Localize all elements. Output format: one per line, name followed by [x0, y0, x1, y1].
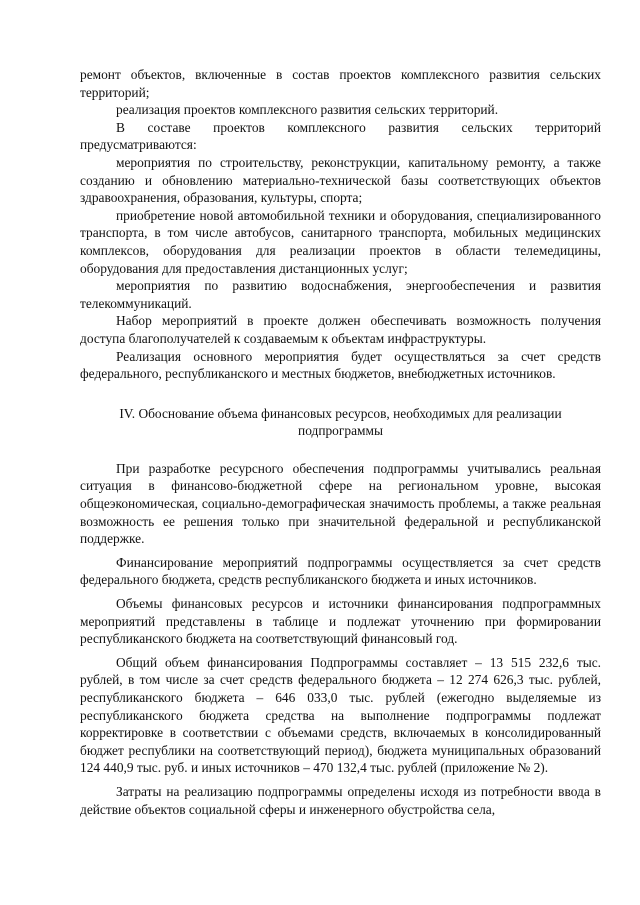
section-heading-line-2: подпрограммы [298, 423, 383, 439]
document-body [80, 66, 601, 818]
paragraph-funding-sources: Реализация основного мероприятия будет осуществляться за счет средств федерального, республиканского и местных бюджетов, внебюджетных источников. [80, 348, 601, 382]
list-item-construction: мероприятия по строительству, реконструкции, капитальному ремонту, а также созданию и обновлению материально-технической базы соответствующих объектов здравоохранения, образования, культуры, спорта; [80, 154, 601, 206]
paragraph-volumes: Объемы финансовых ресурсов и источники финансирования подпрограммных мероприятий представлены в таблице и подлежат уточнению при формировании республиканского бюджета на соответствующий финансовый год. [80, 596, 601, 647]
list-item-water-energy: мероприятия по развитию водоснабжения, энергообеспечения и развития телекоммуникаций. [80, 278, 601, 311]
paragraph-costs: Затраты на реализацию подпрограммы определены исходя из потребности ввода в действие объектов социальной сферы и инженерного обустройства села, [80, 783, 601, 817]
paragraph-total-funding: Общий объем финансирования Подпрограммы составляет – 13 515 232,6 тыс. рублей, в том числе за счет средств федерального бюджета – 12 274 626,3 тыс. рублей, республиканского бюджета – 646 033,0 тыс. рублей (ежегодно выделяемые из республиканского бюджета средства на выполнение подпрограммы подлежат корректировке в соответствии с объемами средств, включаемых в консолидированный бюджет республики на соответствующий период), бюджета муниципальных образований 124 440,9 тыс. руб. и иных источников – 470 132,4 тыс. рублей (приложение № 2). [80, 654, 601, 776]
paragraph-continuation: ремонт объектов, включенные в состав проектов комплексного развития сельских территорий; [80, 67, 601, 100]
paragraph-resource-planning: При разработке ресурсного обеспечения подпрограммы учитывались реальная ситуация в финансово-бюджетной сфере на региональном уровне, высокая общеэкономическая, социально-демографическая значимость проблемы, а также реальная возможность ее решения только при значительной федеральной и республиканской поддержке. [80, 460, 601, 547]
paragraph-financing: Финансирование мероприятий подпрограммы осуществляется за счет средств федерального бюджета, средств республиканского бюджета и иных источников. [80, 554, 601, 588]
section-heading [80, 405, 601, 440]
section-heading-line-1: IV. Обоснование объема финансовых ресурсов, необходимых для реализации [119, 405, 562, 421]
paragraph-projects-intro: В составе проектов комплексного развития сельских территорий предусматриваются: [80, 119, 601, 153]
list-item-equipment: приобретение новой автомобильной техники и оборудования, специализированного транспорта, в том числе автобусов, санитарного транспорта, мобильных медицинских комплексов, оборудования для реализации проектов в области телемедицины, оборудования для предоставления дистанционных услуг; [80, 207, 601, 276]
paragraph-access: Набор мероприятий в проекте должен обеспечивать возможность получения доступа благополучателей к создаваемым к объектам инфраструктуры. [80, 313, 601, 346]
list-item-project-implementation: реализация проектов комплексного развития сельских территорий. [116, 102, 499, 118]
